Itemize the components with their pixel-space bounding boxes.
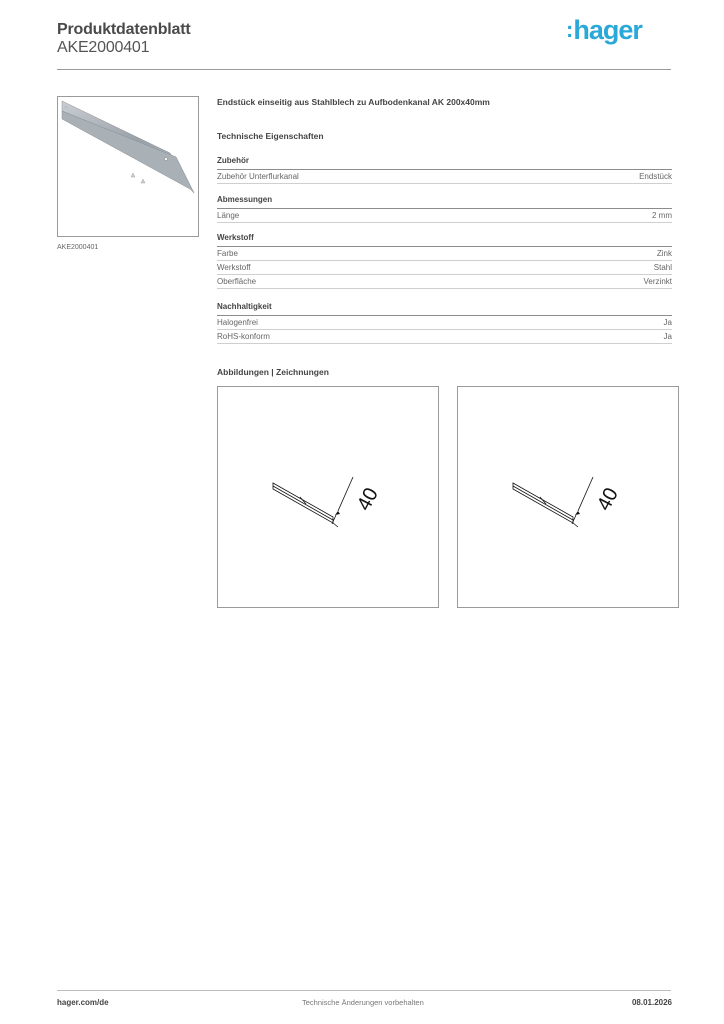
product-end-piece-icon	[58, 97, 198, 236]
property-label: Zubehör Unterflurkanal	[217, 172, 299, 181]
property-value: Stahl	[653, 263, 672, 272]
property-value: 2 mm	[652, 211, 672, 220]
property-value: Ja	[663, 318, 672, 327]
property-value: Endstück	[639, 172, 672, 181]
property-label: Halogenfrei	[217, 318, 258, 327]
property-value: Ja	[663, 332, 672, 341]
group-title: Nachhaltigkeit	[217, 302, 672, 316]
property-label: Farbe	[217, 249, 238, 258]
property-label: RoHS-konform	[217, 332, 270, 341]
property-row	[217, 316, 672, 330]
property-row	[217, 261, 672, 275]
property-label: Länge	[217, 211, 240, 220]
group-title: Abmessungen	[217, 195, 672, 209]
drawing-2	[457, 386, 679, 608]
property-row	[217, 209, 672, 223]
property-row	[217, 275, 672, 289]
product-code: AKE2000401	[57, 39, 150, 56]
property-row	[217, 330, 672, 344]
dimension-label: 40	[352, 484, 383, 515]
group-title: Werkstoff	[217, 233, 672, 247]
product-image	[57, 96, 199, 237]
property-label: Werkstoff	[217, 263, 251, 272]
group-abmessungen	[217, 195, 672, 223]
footer-disclaimer: Technische Änderungen vorbehalten	[302, 998, 424, 1007]
technical-drawing-icon	[218, 387, 438, 607]
logo-text: hager	[573, 15, 642, 45]
drawing-1	[217, 386, 439, 608]
footer-website-link[interactable]: hager.com/de	[57, 998, 109, 1007]
drawings-section-title: Abbildungen | Zeichnungen	[217, 367, 329, 377]
property-row	[217, 170, 672, 184]
logo-dots: :	[566, 17, 573, 42]
product-image-caption: AKE2000401	[57, 244, 99, 251]
group-nachhaltigkeit	[217, 302, 672, 344]
footer-date: 08.01.2026	[631, 998, 672, 1007]
header-divider	[57, 69, 671, 70]
property-row	[217, 247, 672, 261]
document-title: Produktdatenblatt	[57, 21, 191, 38]
property-value: Verzinkt	[643, 277, 672, 286]
group-zubehoer	[217, 156, 672, 184]
property-value: Zink	[656, 249, 672, 258]
tech-section-title: Technische Eigenschaften	[217, 131, 324, 141]
property-label: Oberfläche	[217, 277, 257, 286]
group-werkstoff	[217, 233, 672, 289]
product-description: Endstück einseitig aus Stahlblech zu Aufbodenkanal AK 200x40mm	[217, 97, 490, 107]
group-title: Zubehör	[217, 156, 672, 170]
hager-logo	[566, 15, 642, 46]
technical-drawing-icon	[458, 387, 678, 607]
footer-divider	[57, 990, 671, 991]
dimension-label: 40	[592, 484, 623, 515]
